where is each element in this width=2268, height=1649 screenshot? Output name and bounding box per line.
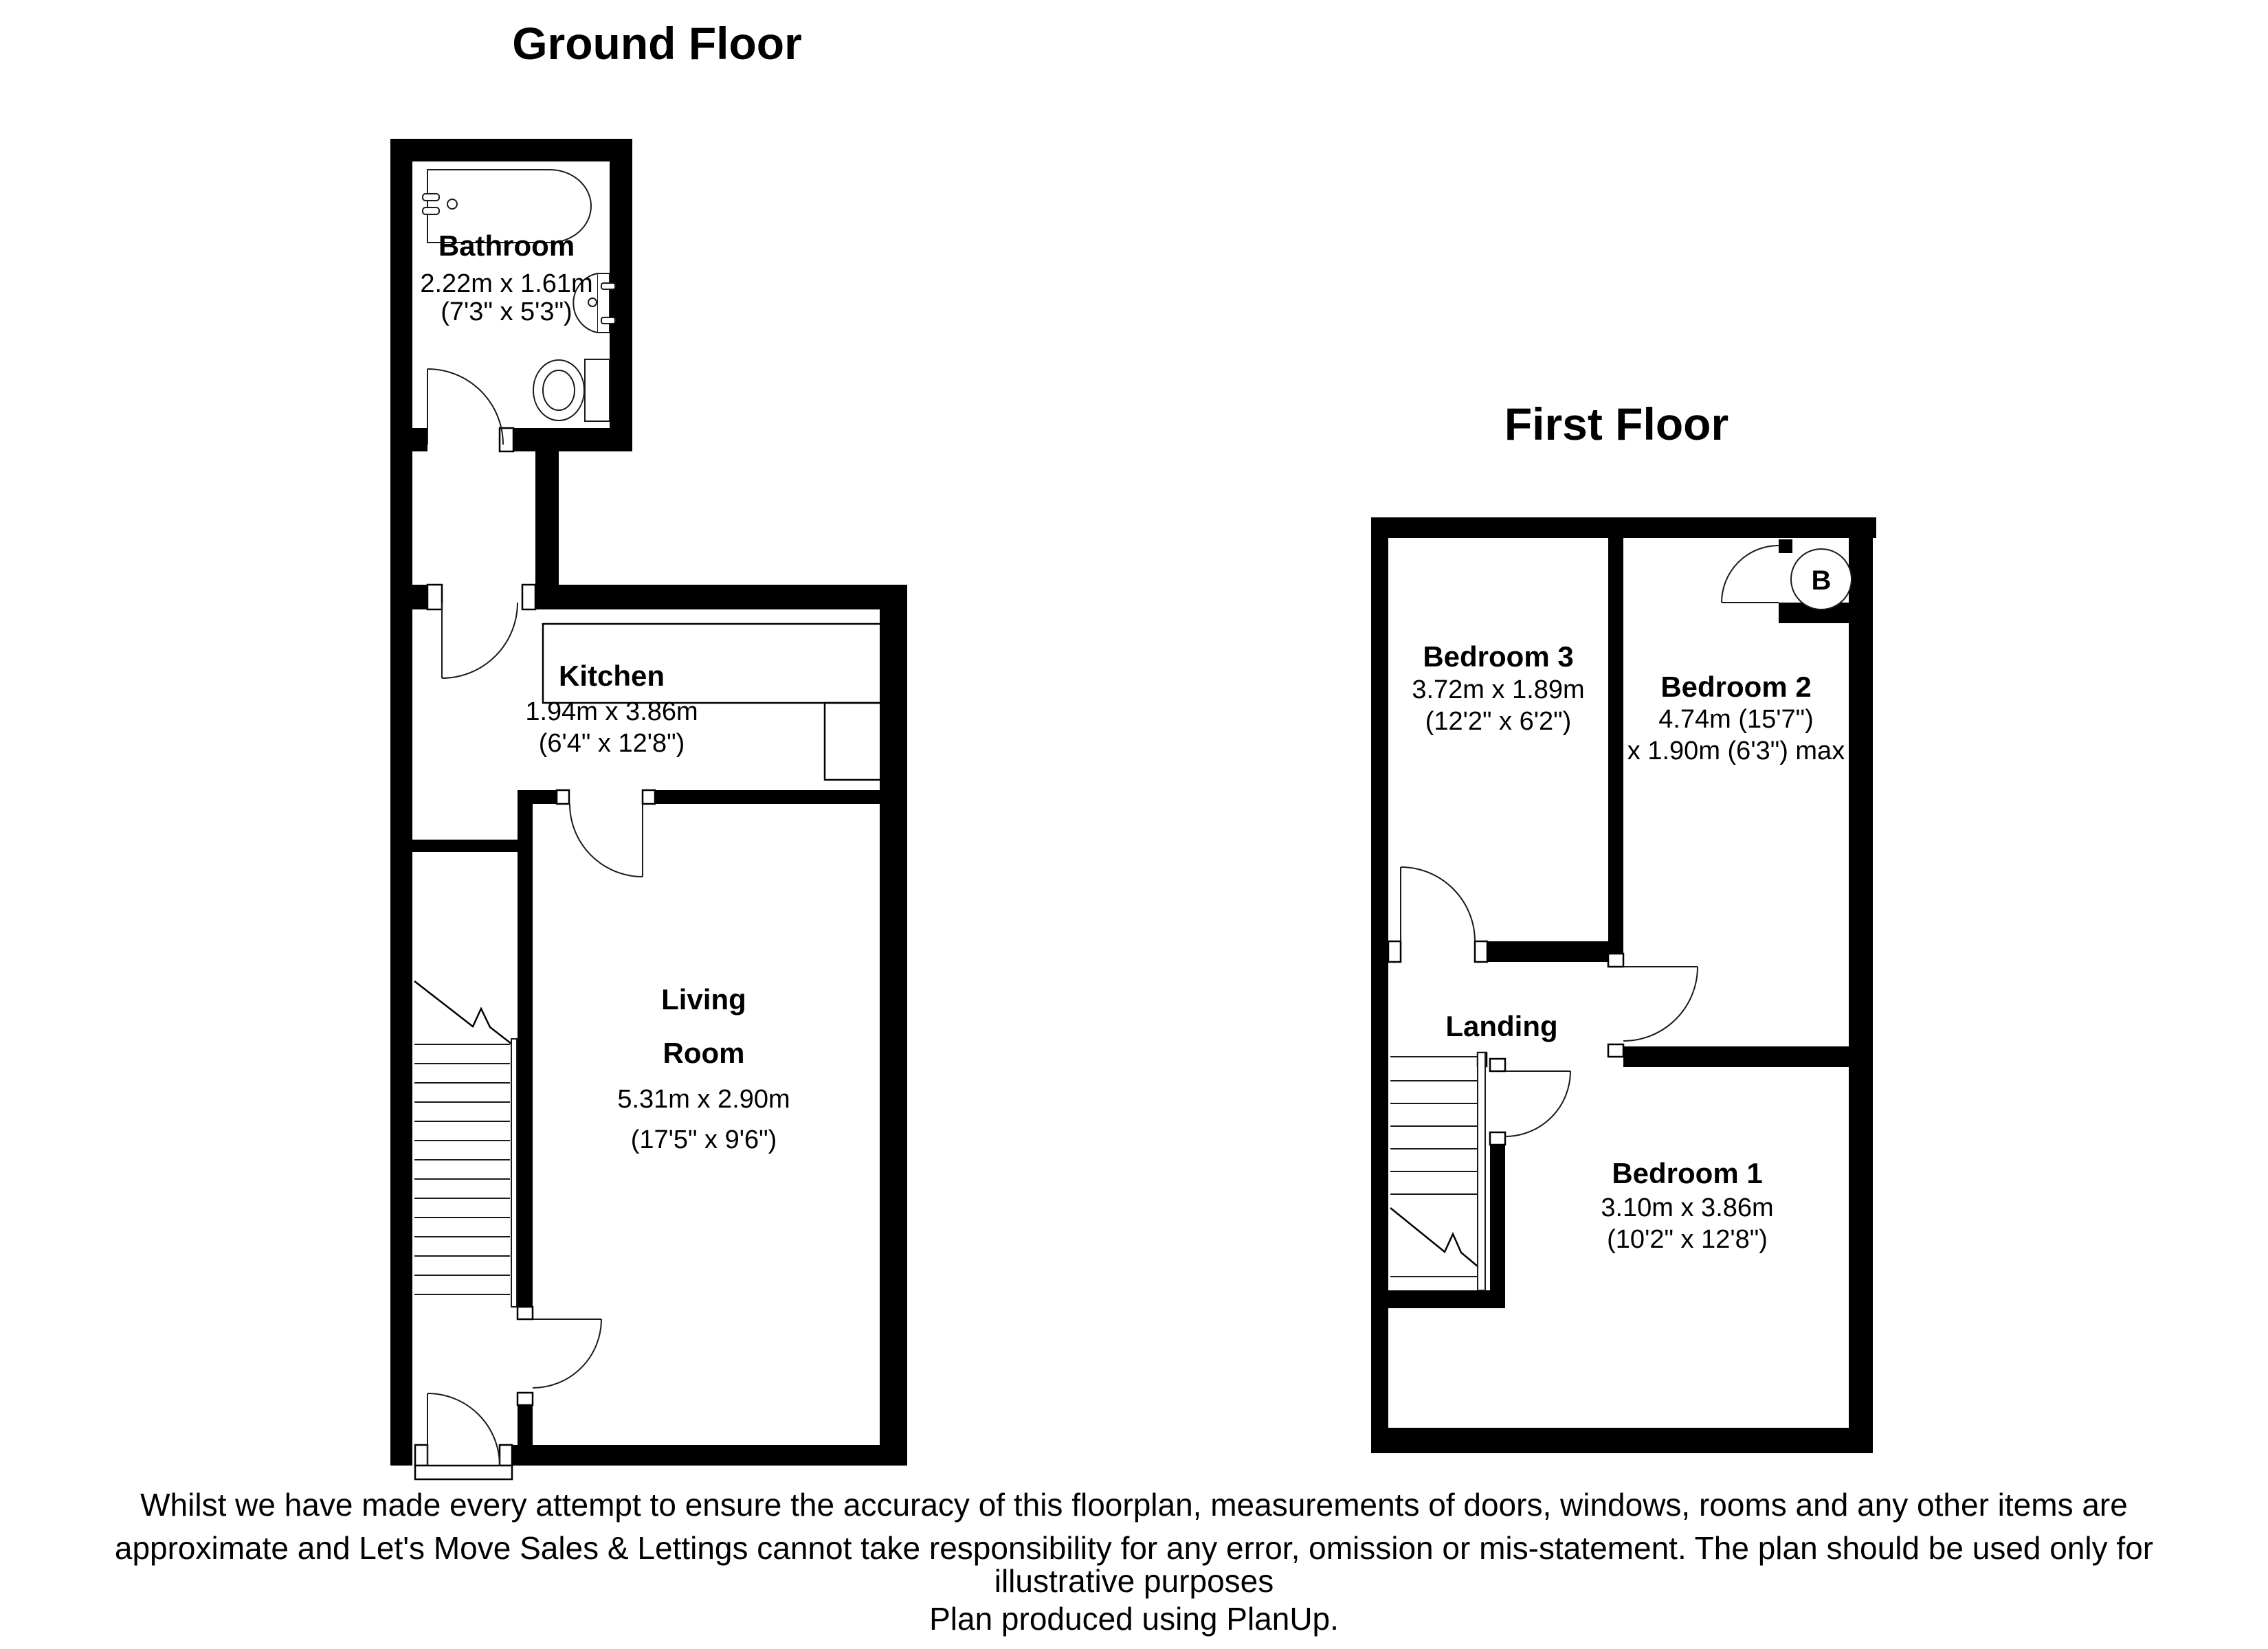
kitchen-dim-imperial: (6'4" x 12'8") (538, 729, 685, 758)
bedroom3-dim-imperial: (12'2" x 6'2") (1425, 707, 1572, 736)
ground-floor-title: Ground Floor (512, 18, 802, 69)
boiler-label: B (1811, 565, 1832, 596)
bedroom3-dim-metric: 3.72m x 1.89m (1412, 675, 1585, 704)
kitchen-living-door-icon (570, 804, 643, 877)
bedroom2-label: Bedroom 2 (1660, 671, 1812, 703)
ground-floor-walls (390, 139, 907, 1479)
ground-floor-plan (390, 18, 907, 1479)
disclaimer-line4: Plan produced using PlanUp. (929, 1601, 1339, 1637)
bedroom2-door-icon (1623, 967, 1698, 1041)
bedroom3-door-icon (1401, 867, 1475, 941)
disclaimer-line3: illustrative purposes (994, 1563, 1274, 1599)
kitchen-dim-metric: 1.94m x 3.86m (525, 697, 698, 726)
staircase-first (1390, 1053, 1485, 1290)
bedroom1-dim-imperial: (10'2" x 12'8") (1607, 1225, 1768, 1254)
bedroom1-dim-metric: 3.10m x 3.86m (1601, 1193, 1774, 1222)
bedroom2-dim-metric: 4.74m (15'7") (1658, 705, 1814, 734)
front-door-icon (427, 1393, 500, 1466)
ground-floor-doors (427, 369, 643, 1466)
disclaimer-line2: approximate and Let's Move Sales & Lettings cannot take responsibility for any error, omission or mis-statement. The plan should be used only for (114, 1530, 2154, 1566)
bathroom-door-icon (427, 369, 503, 445)
disclaimer-line1: Whilst we have made every attempt to ensure the accuracy of this floorplan, measurements of doors, windows, rooms and any other items are (140, 1487, 2128, 1523)
toilet-icon (533, 359, 610, 421)
kitchen-door-icon (442, 603, 518, 678)
landing-label: Landing (1445, 1010, 1558, 1042)
disclaimer (115, 1487, 2153, 1637)
hall-living-door-icon (533, 1319, 601, 1388)
bathroom-dim-imperial: (7'3" x 5'3") (441, 298, 572, 326)
bathroom-dim-metric: 2.22m x 1.61m (420, 269, 593, 298)
bedroom1-door-icon (1505, 1071, 1570, 1136)
bedroom1-label: Bedroom 1 (1612, 1157, 1763, 1189)
first-floor-title: First Floor (1504, 399, 1729, 449)
staircase-ground (414, 981, 517, 1307)
living-room-dim-imperial: (17'5" x 9'6") (630, 1125, 777, 1154)
bathroom-label: Bathroom (438, 229, 575, 262)
first-floor-plan (1371, 399, 1876, 1453)
boiler-cupboard-door-icon (1722, 546, 1779, 603)
living-room-dim-metric: 5.31m x 2.90m (617, 1085, 790, 1114)
kitchen-label: Kitchen (558, 660, 665, 692)
bedroom3-label: Bedroom 3 (1423, 640, 1574, 673)
living-room-label-line2: Room (663, 1037, 745, 1069)
living-room-label-line1: Living (661, 983, 746, 1016)
boiler-icon (1791, 549, 1852, 609)
front-door-sill (415, 1466, 512, 1479)
bedroom2-dim-imperial: x 1.90m (6'3") max (1627, 737, 1845, 765)
